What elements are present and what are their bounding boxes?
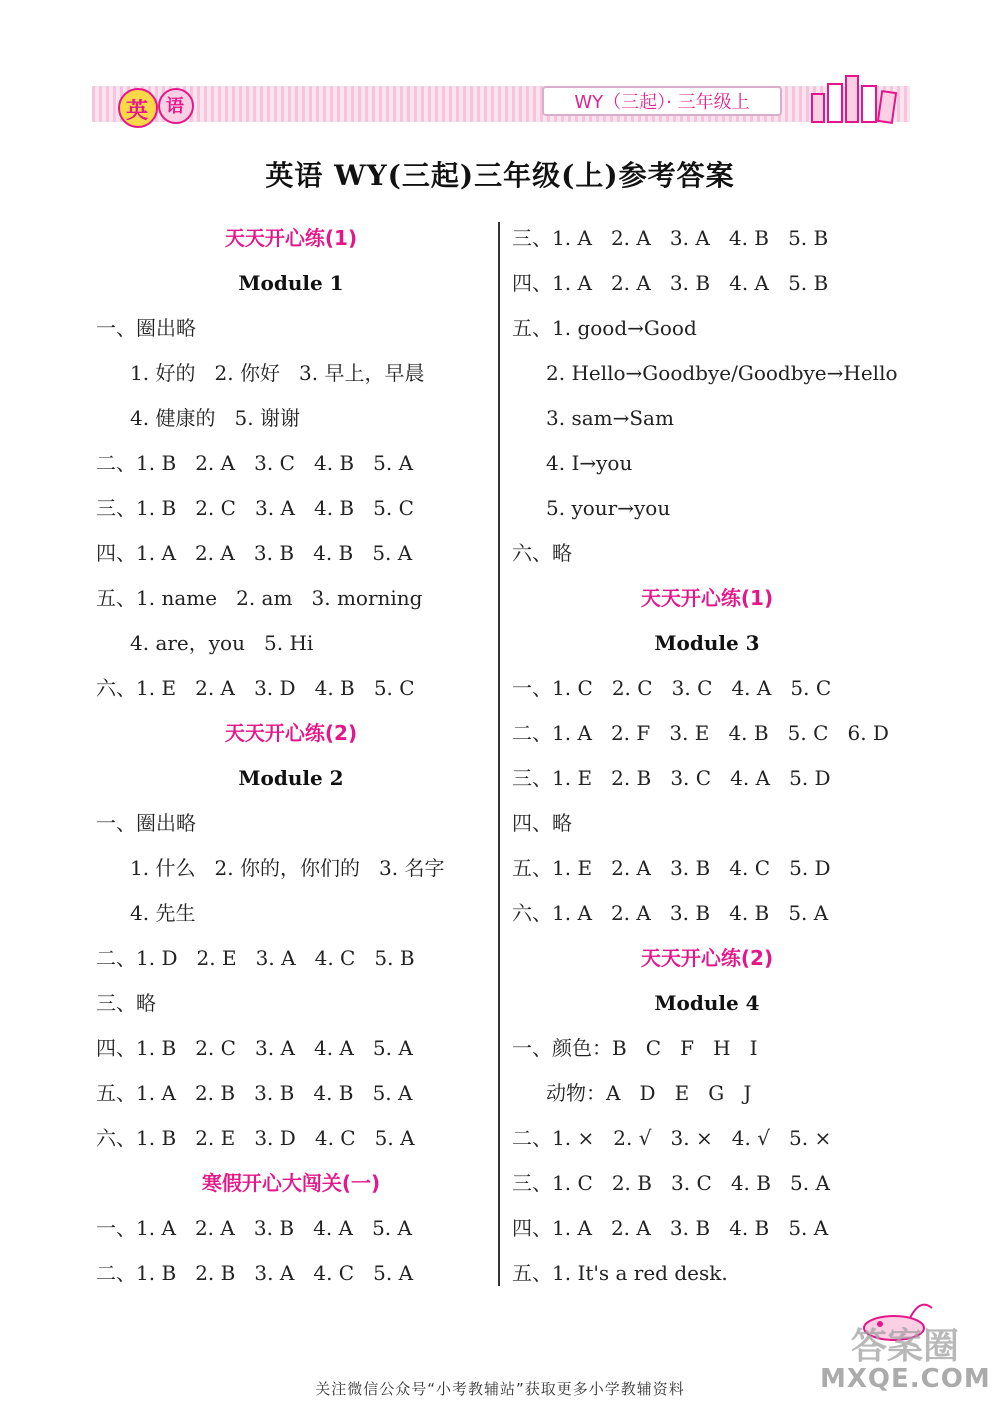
section-heading: 寒假开心大闯关(一)	[201, 1171, 381, 1195]
grade-label: WY（三起）· 三年级上	[542, 86, 782, 116]
module-heading: Module 1	[238, 271, 344, 295]
answer-line: 一、圈出略	[96, 316, 196, 340]
answer-line: 4. 先生	[130, 901, 196, 925]
answer-line: 一、颜色：B C F H I	[512, 1036, 758, 1060]
answer-line: 5. your→you	[546, 496, 671, 520]
footer-note: 关注微信公众号“小考教辅站”获取更多小学教辅资料	[315, 1380, 685, 1398]
answer-line: 4. I→you	[546, 451, 633, 475]
answer-line: 一、1. A 2. A 3. B 4. A 5. A	[96, 1216, 412, 1240]
answer-line: 四、1. A 2. A 3. B 4. B 5. A	[96, 541, 413, 565]
answer-line: 六、1. A 2. A 3. B 4. B 5. A	[512, 901, 829, 925]
answer-line: 六、1. E 2. A 3. D 4. B 5. C	[96, 676, 415, 700]
answer-line: 三、1. E 2. B 3. C 4. A 5. D	[512, 766, 831, 790]
badge-char-1: 英	[126, 99, 149, 124]
answer-line: 四、略	[512, 811, 572, 835]
subject-badge	[112, 84, 202, 128]
answer-line: 六、略	[512, 541, 572, 565]
section-heading: 天天开心练(2)	[224, 721, 358, 745]
module-heading: Module 4	[654, 991, 760, 1015]
answer-line: 1. 好的 2. 你好 3. 早上，早晨	[130, 361, 425, 385]
answer-line: 2. Hello→Goodbye/Goodbye→Hello	[546, 361, 898, 385]
answer-line: 三、1. A 2. A 3. A 4. B 5. B	[512, 226, 829, 250]
answer-line: 二、1. A 2. F 3. E 4. B 5. C 6. D	[512, 721, 889, 745]
answer-line: 动物：A D E G J	[546, 1081, 752, 1105]
answer-line: 五、1. E 2. A 3. B 4. C 5. D	[512, 856, 831, 880]
column-divider	[498, 222, 500, 1286]
answer-line: 4. are，you 5. Hi	[130, 631, 314, 655]
answer-line: 3. sam→Sam	[546, 406, 674, 430]
answer-line: 三、略	[96, 991, 156, 1015]
answers-right-column	[512, 216, 912, 1296]
watermark-url: MXQE.COM	[820, 1364, 991, 1394]
answer-line: 一、1. C 2. C 3. C 4. A 5. C	[512, 676, 832, 700]
books-deco-icon	[808, 72, 908, 126]
answer-line: 三、1. B 2. C 3. A 4. B 5. C	[96, 496, 414, 520]
page-title: 英语 WY(三起)三年级(上)参考答案	[265, 159, 735, 192]
answer-line: 四、1. A 2. A 3. B 4. B 5. A	[512, 1216, 829, 1240]
section-heading: 天天开心练(1)	[224, 226, 358, 250]
answer-line: 二、1. B 2. A 3. C 4. B 5. A	[96, 451, 414, 475]
answer-line: 五、1. good→Good	[512, 316, 697, 340]
answer-line: 1. 什么 2. 你的，你们的 3. 名字	[130, 856, 445, 880]
answer-line: 六、1. B 2. E 3. D 4. C 5. A	[96, 1126, 415, 1150]
answers-left-column	[96, 216, 496, 1296]
section-heading: 天天开心练(2)	[640, 946, 774, 970]
answer-line: 五、1. It's a red desk.	[512, 1261, 728, 1285]
answer-line: 二、1. × 2. √ 3. × 4. √ 5. ×	[512, 1126, 832, 1150]
header-band	[92, 86, 910, 122]
section-heading: 天天开心练(1)	[640, 586, 774, 610]
answer-line: 四、1. B 2. C 3. A 4. A 5. A	[96, 1036, 413, 1060]
answer-line: 二、1. B 2. B 3. A 4. C 5. A	[96, 1261, 414, 1285]
module-heading: Module 2	[238, 766, 344, 790]
answer-line: 二、1. D 2. E 3. A 4. C 5. B	[96, 946, 415, 970]
answer-line: 4. 健康的 5. 谢谢	[130, 406, 300, 430]
answer-line: 三、1. C 2. B 3. C 4. B 5. A	[512, 1171, 830, 1195]
answer-line: 一、圈出略	[96, 811, 196, 835]
answer-line: 四、1. A 2. A 3. B 4. A 5. B	[512, 271, 829, 295]
answer-line: 五、1. name 2. am 3. morning	[96, 586, 423, 610]
module-heading: Module 3	[654, 631, 760, 655]
answer-line: 五、1. A 2. B 3. B 4. B 5. A	[96, 1081, 413, 1105]
badge-char-2: 语	[166, 96, 184, 117]
watermark-logo-text: 答案圈	[850, 1326, 959, 1367]
